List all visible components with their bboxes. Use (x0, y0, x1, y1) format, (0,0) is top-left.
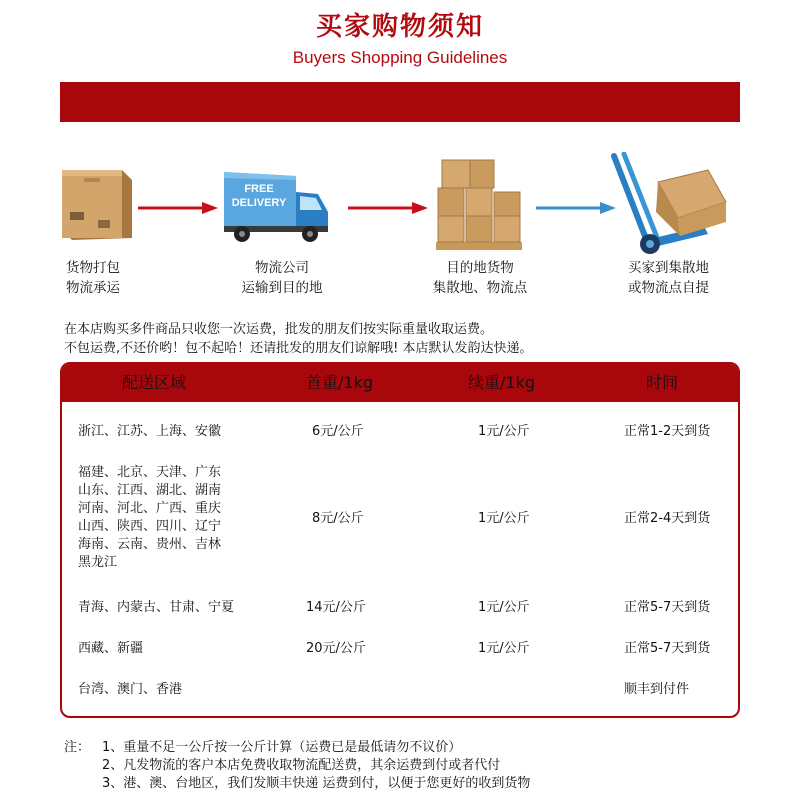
cell-extra-weight: 1元/公斤 (478, 641, 530, 656)
cell-time: 正常1-2天到货 (624, 424, 711, 439)
hand-truck-icon (608, 152, 732, 256)
cell-extra-weight: 1元/公斤 (478, 600, 530, 615)
step-2-line-1: 物流公司 (255, 260, 309, 276)
cell-first-weight: 20元/公斤 (306, 641, 366, 656)
notice-line-2: 不包运费,不还价哟！包不起哈！还请批发的朋友们谅解哦! 本店默认发韵达快递。 (64, 341, 533, 356)
cell-region: 浙江、江苏、上海、安徽 (78, 424, 222, 439)
cell-time: 正常2-4天到货 (624, 511, 711, 526)
cell-region: 西藏、新疆 (78, 641, 144, 656)
shipping-table (60, 362, 740, 718)
region-line: 福建、北京、天津、广东 (78, 465, 222, 480)
note-item-2: 2、凡发物流的客户本店免费收取物流配送费，其余运费到付或者代付 (102, 758, 501, 773)
notes-prefix: 注： (64, 740, 91, 755)
header-banner (60, 82, 740, 122)
note-item-3: 3、港、澳、台地区，我们发顺丰快递 运费到付，以便于您更好的收到货物 (102, 776, 531, 791)
cell-region: 青海、内蒙古、甘肃、宁夏 (78, 600, 235, 615)
delivery-truck-icon (222, 168, 332, 246)
arrow-right-icon (348, 200, 428, 214)
table-header (62, 364, 738, 402)
cell-extra-weight: 1元/公斤 (478, 511, 530, 526)
truck-text-delivery: DELIVERY (231, 197, 287, 209)
note-item-1: 1、重量不足一公斤按一公斤计算（运费已是最低请勿不议价） (102, 740, 462, 755)
header-region: 配送区域 (122, 373, 187, 392)
cell-first-weight: 6元/公斤 (312, 424, 364, 439)
box-stack-icon (434, 156, 524, 252)
region-line: 山西、陕西、四川、辽宁 (78, 519, 222, 534)
header-time: 时间 (646, 373, 679, 392)
cell-extra-weight: 1元/公斤 (478, 424, 530, 439)
truck-text-free: FREE (244, 183, 274, 195)
step-2-label (232, 258, 332, 298)
header-first-weight: 首重/1kg (306, 373, 373, 392)
region-line: 黑龙江 (78, 555, 118, 570)
package-box-icon (60, 166, 134, 242)
header-extra-weight: 续重/1kg (468, 373, 535, 392)
step-1-label (66, 258, 120, 298)
cell-time: 顺丰到付件 (624, 682, 690, 697)
cell-region: 台湾、澳门、香港 (78, 682, 183, 697)
step-4-line-1: 买家到集散地 (628, 260, 709, 276)
step-3-line-1: 目的地货物 (446, 260, 514, 276)
cell-time: 正常5-7天到货 (624, 600, 711, 615)
region-line: 河南、河北、广西、重庆 (78, 501, 222, 516)
step-3-line-2: 集散地、物流点 (432, 280, 528, 296)
step-1-line-1: 货物打包 (66, 260, 120, 276)
arrow-right-icon (138, 200, 218, 214)
page-title: 买家购物须知 (315, 12, 484, 42)
region-line: 海南、云南、贵州、吉林 (78, 537, 222, 552)
cell-region (78, 464, 221, 572)
step-4-label (628, 258, 738, 298)
arrow-right-icon (536, 200, 616, 214)
cell-time: 正常5-7天到货 (624, 641, 711, 656)
step-4-line-2: 或物流点自提 (628, 280, 709, 296)
region-line: 山东、江西、湖北、湖南 (78, 483, 222, 498)
cell-first-weight: 8元/公斤 (312, 511, 364, 526)
step-2-line-2: 运输到目的地 (241, 280, 323, 296)
page-subtitle: Buyers Shopping Guidelines (292, 48, 508, 67)
notice-line-1: 在本店购买多件商品只收您一次运费，批发的朋友们按实际重量收取运费。 (64, 322, 494, 337)
cell-first-weight: 14元/公斤 (306, 600, 366, 615)
step-1-line-2: 物流承运 (66, 280, 120, 296)
step-3-label (420, 258, 540, 298)
